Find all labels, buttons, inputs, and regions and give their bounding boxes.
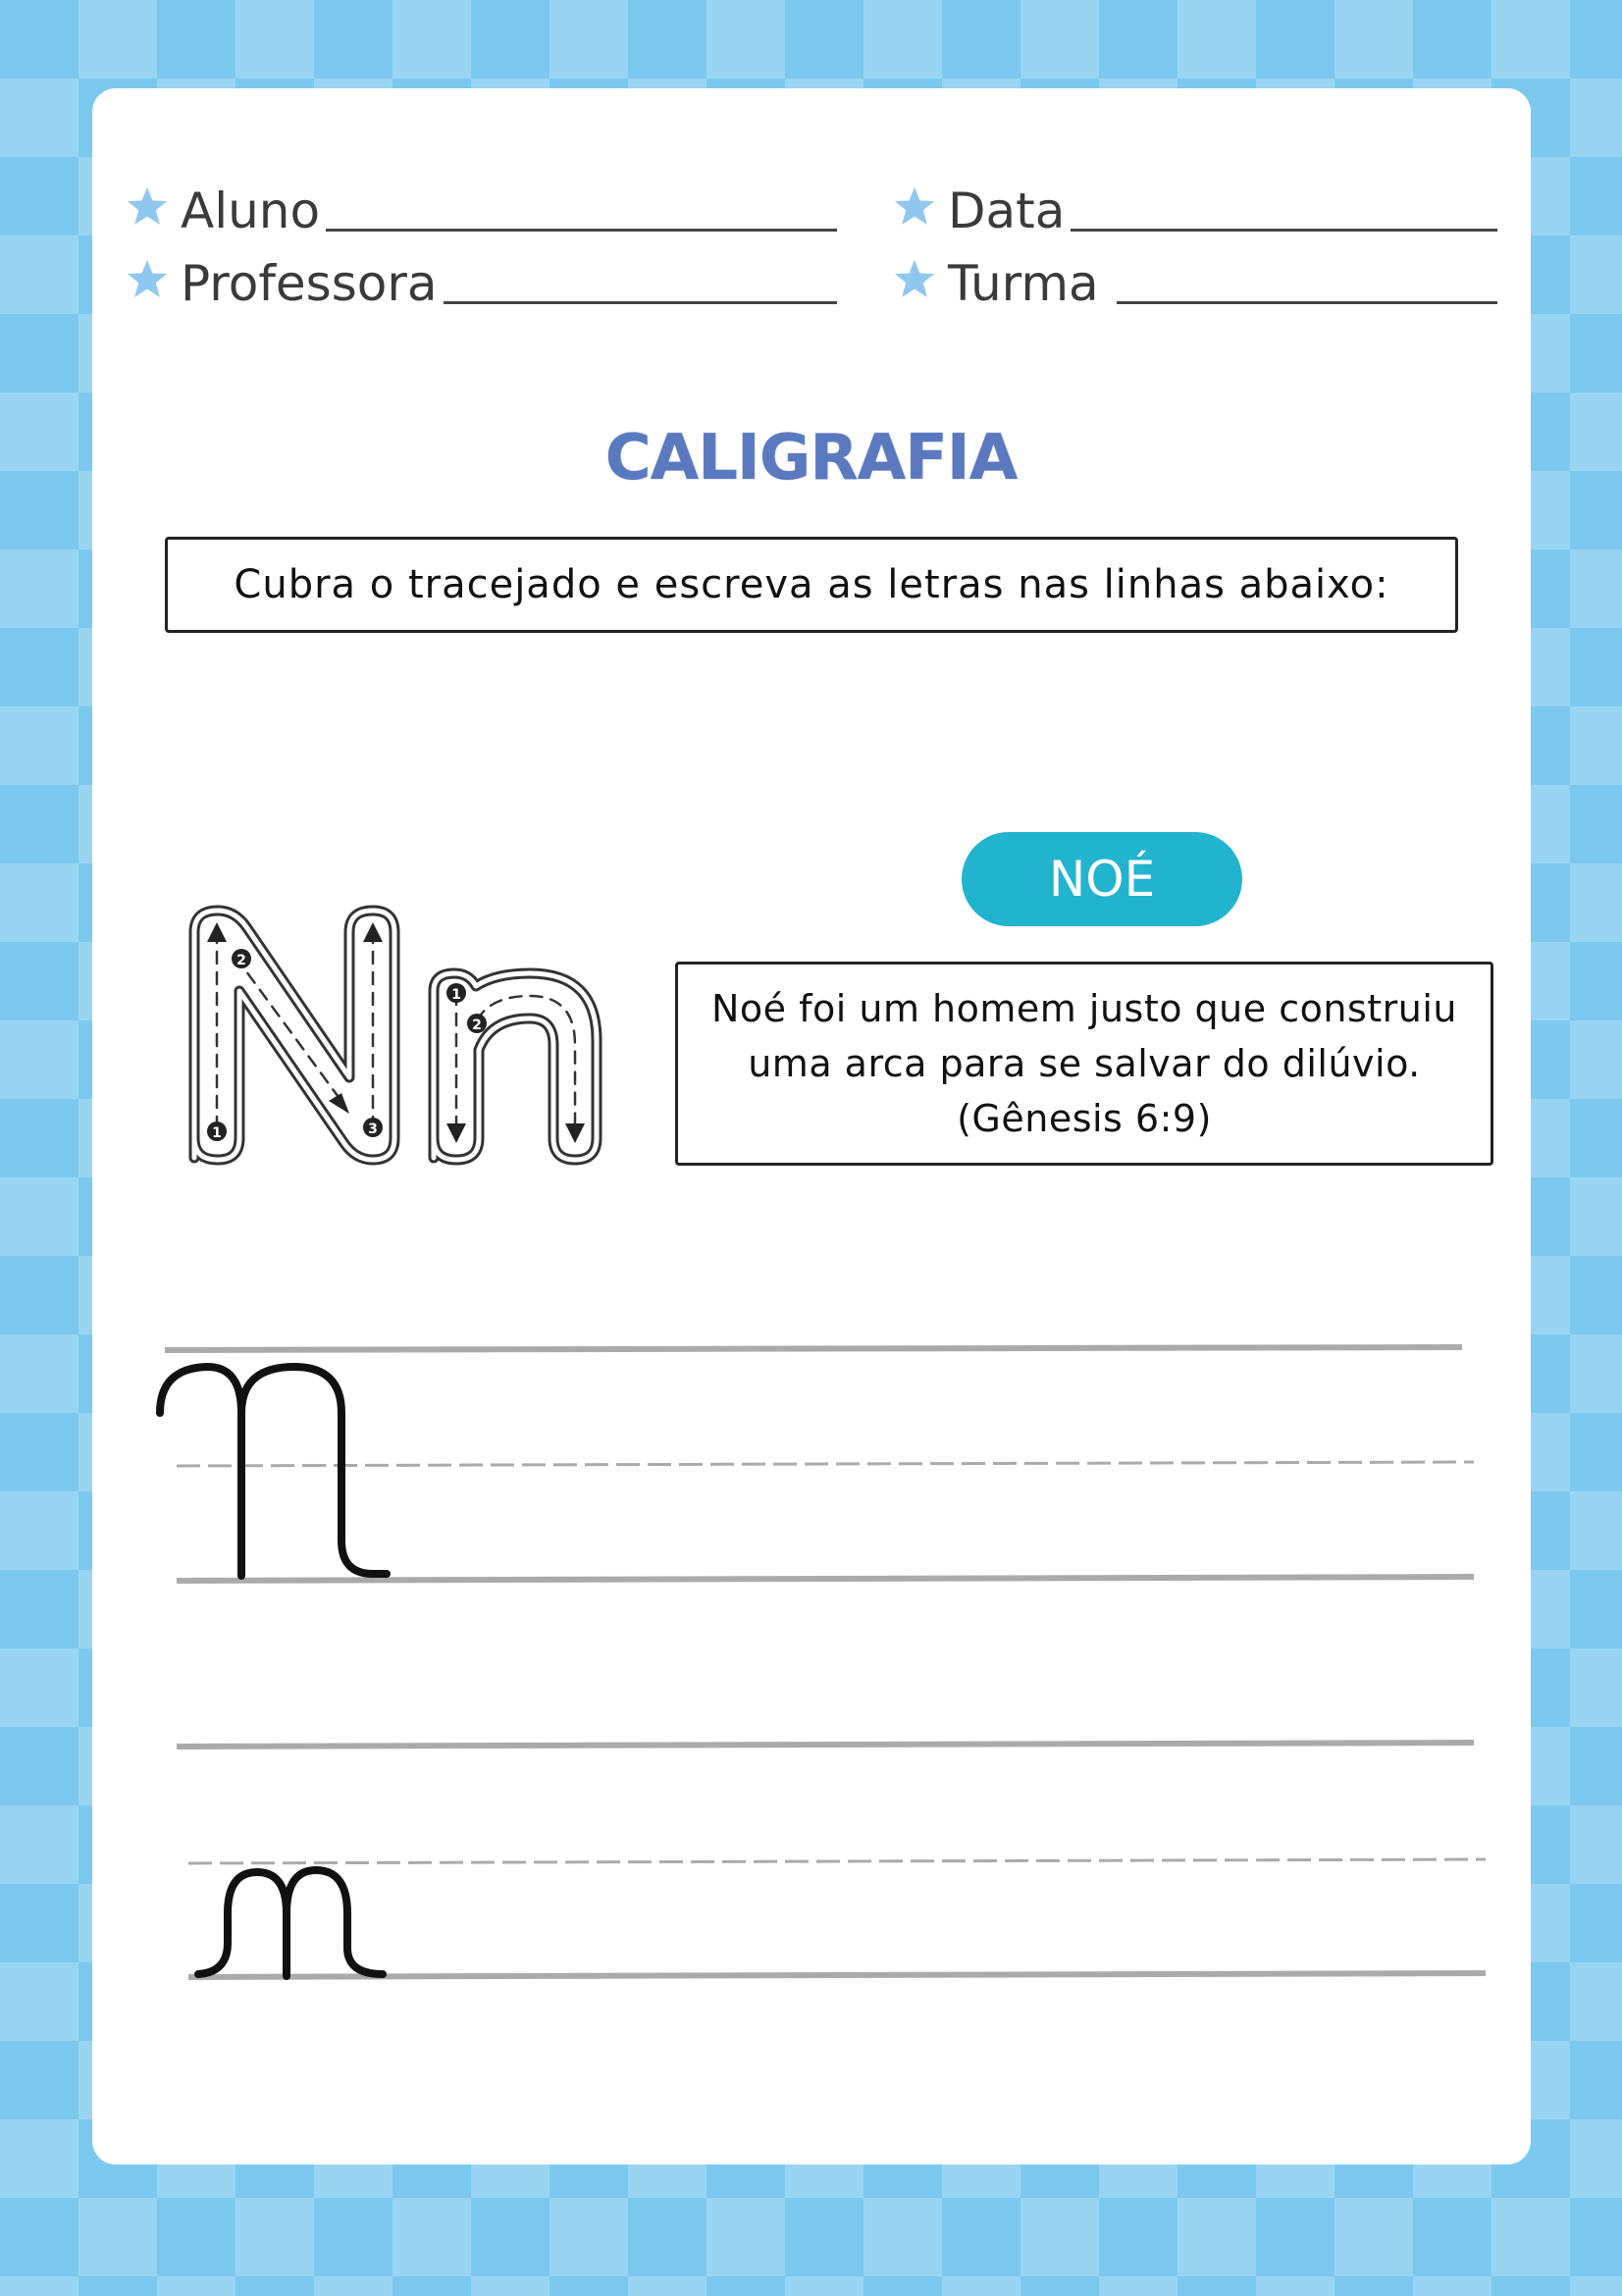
svg-text:1: 1 (212, 1125, 222, 1141)
professora-label: Professora (181, 255, 438, 312)
letter-n-lowercase-tracing-icon (434, 973, 597, 1160)
writing-top-line[interactable] (165, 1347, 1462, 1350)
svg-text:2: 2 (236, 953, 246, 968)
letter-n-tracing-icon (194, 911, 394, 1160)
data-label: Data (948, 183, 1066, 239)
instruction-text: Cubra o tracejado e escreva as letras nas linhas abaixo: (234, 562, 1389, 607)
writing-mid-dashed-line[interactable] (177, 1462, 1474, 1466)
verse-line-1: Noé foi um homem justo que construiu (710, 987, 1457, 1030)
character-name: NOÉ (1048, 851, 1156, 908)
cursive-lowercase-n (198, 1870, 383, 1976)
verse-reference: (Gênesis 6:9) (957, 1097, 1212, 1140)
page-title: CALIGRAFIA (604, 422, 1018, 495)
svg-text:1: 1 (451, 987, 461, 1003)
aluno-label: Aluno (181, 183, 321, 239)
svg-text:2: 2 (472, 1018, 482, 1033)
turma-label: Turma (948, 255, 1099, 312)
writing-top-line[interactable] (177, 1743, 1474, 1747)
verse-line-2: uma arca para se salvar do dilúvio. (748, 1042, 1421, 1085)
cursive-uppercase-n (160, 1367, 387, 1576)
svg-text:3: 3 (368, 1122, 378, 1137)
writing-mid-dashed-line[interactable] (188, 1859, 1486, 1863)
